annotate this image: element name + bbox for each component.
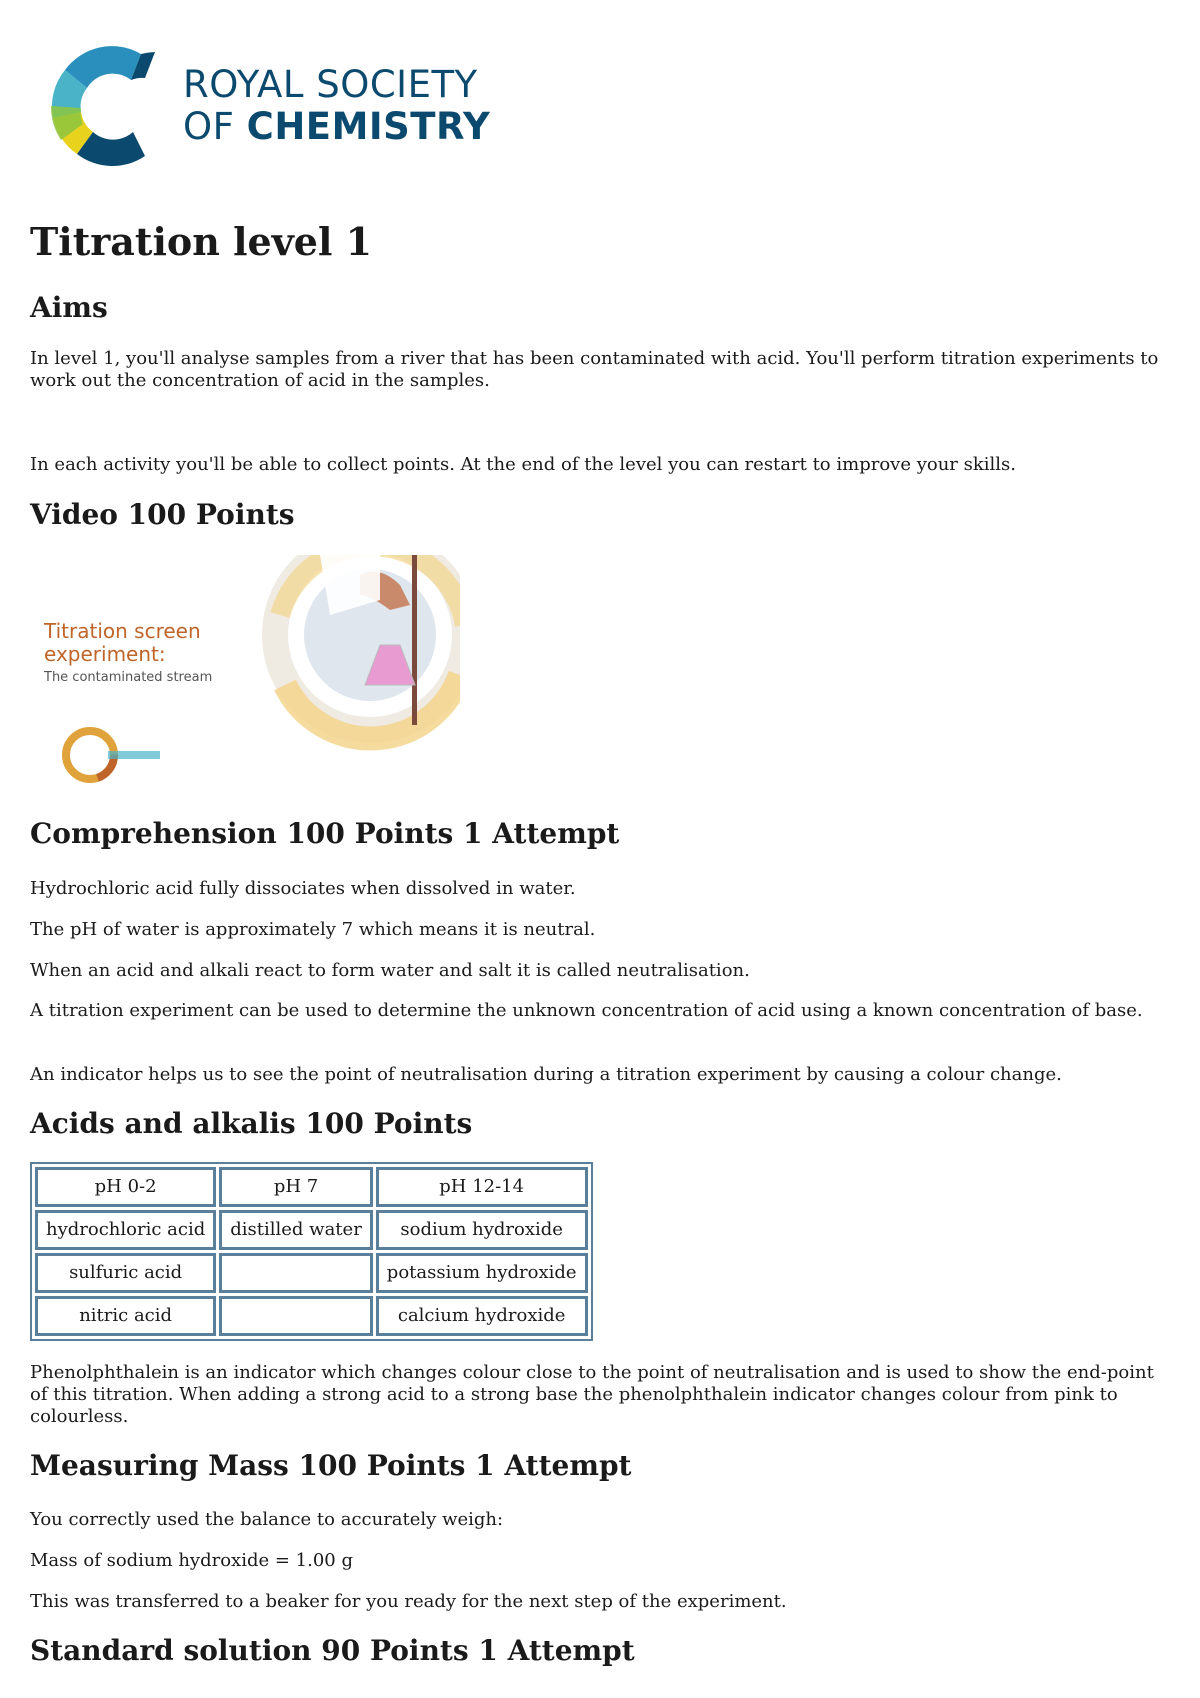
aims-heading: Aims <box>30 291 108 324</box>
table-cell: sulfuric acid <box>35 1253 216 1293</box>
table-header-cell: pH 7 <box>219 1167 373 1207</box>
logo-line-1: ROYAL SOCIETY <box>183 63 478 106</box>
comprehension-item: An indicator helps us to see the point of neutralisation during a titration experiment by causing a colour change. <box>30 1064 1062 1085</box>
comprehension-item: When an acid and alkali react to form water and salt it is called neutralisation. <box>30 960 750 981</box>
standard-solution-heading: Standard solution 90 Points 1 Attempt <box>30 1634 635 1667</box>
table-cell: potassium hydroxide <box>376 1253 588 1293</box>
aims-paragraph-1: In level 1, you'll analyse samples from a river that has been contaminated with acid. You'll perform titration experiments to work out the concentration of acid in the samples. <box>30 348 1159 391</box>
aims-paragraph-2: In each activity you'll be able to collect points. At the end of the level you can restart to improve your skills. <box>30 454 1017 475</box>
table-cell: hydrochloric acid <box>35 1210 216 1250</box>
table-row <box>35 1253 588 1293</box>
table-header-cell: pH 12-14 <box>376 1167 588 1207</box>
table-cell <box>219 1253 373 1293</box>
table-cell: distilled water <box>219 1210 373 1250</box>
rsc-logo-mark-icon <box>45 40 180 170</box>
table-cell: calcium hydroxide <box>376 1296 588 1336</box>
mass-heading: Measuring Mass 100 Points 1 Attempt <box>30 1449 632 1482</box>
video-thumbnail-subtitle: The contaminated stream <box>44 670 213 685</box>
page-title: Titration level 1 <box>30 219 373 264</box>
ph-table <box>30 1162 593 1341</box>
rsc-logo <box>45 40 545 170</box>
table-row <box>35 1296 588 1336</box>
mass-paragraph-2: Mass of sodium hydroxide = 1.00 g <box>30 1550 353 1571</box>
table-cell: sodium hydroxide <box>376 1210 588 1250</box>
table-row <box>35 1210 588 1250</box>
table-header-row <box>35 1167 588 1207</box>
video-heading: Video 100 Points <box>30 498 295 531</box>
table-header-cell: pH 0-2 <box>35 1167 216 1207</box>
comprehension-item: The pH of water is approximately 7 which means it is neutral. <box>30 919 596 940</box>
comprehension-heading: Comprehension 100 Points 1 Attempt <box>30 817 620 850</box>
table-cell <box>219 1296 373 1336</box>
logo-line-2: OF CHEMISTRY <box>183 105 491 148</box>
phenolphthalein-note: Phenolphthalein is an indicator which changes colour close to the point of neutralisation and is used to show the end-point of this titration. When adding a strong acid to a strong base the phenolphthalein indicator changes colour from pink to colourless. <box>30 1362 1154 1427</box>
comprehension-item: Hydrochloric acid fully dissociates when dissolved in water. <box>30 878 576 899</box>
comprehension-item: A titration experiment can be used to determine the unknown concentration of acid using a known concentration of base. <box>30 1000 1143 1021</box>
rsc-logo-wordmark <box>183 64 490 148</box>
mass-paragraph-3: This was transferred to a beaker for you ready for the next step of the experiment. <box>30 1591 787 1612</box>
video-thumbnail-title: Titration screen experiment: <box>44 619 201 666</box>
acids-heading: Acids and alkalis 100 Points <box>30 1107 473 1140</box>
table-cell: nitric acid <box>35 1296 216 1336</box>
mass-paragraph-1: You correctly used the balance to accurately weigh: <box>30 1509 504 1530</box>
video-thumbnail[interactable] <box>30 555 460 785</box>
